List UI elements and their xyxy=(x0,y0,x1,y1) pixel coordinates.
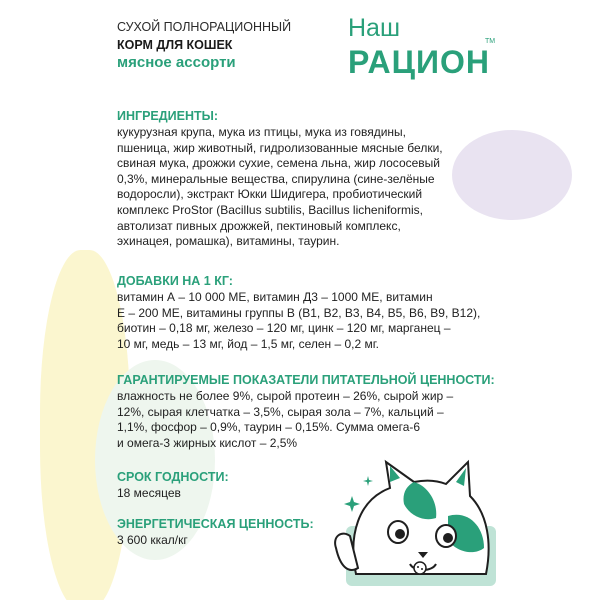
brand-logo-trademark: TM xyxy=(485,38,496,45)
sparkle-icon xyxy=(363,476,373,486)
brand-logo-top: Наш xyxy=(348,14,401,42)
brand-logo-main: РАЦИОН xyxy=(348,44,491,80)
ingredients-line: автолизат пивных дрожжей, пектиновый комплекс, xyxy=(117,218,401,233)
ingredients-line: 0,3%, минеральные вещества, спирулина (сине-зелёные xyxy=(117,171,435,186)
product-type-line1: СУХОЙ ПОЛНОРАЦИОННЫЙ xyxy=(117,20,292,34)
additives-line: Е – 200 МЕ, витамины группы В (В1, В2, В3, В4, В5, В6, В9, В12), xyxy=(117,305,481,320)
ingredients-line: кукурузная крупа, мука из птицы, мука из говядины, xyxy=(117,125,407,139)
guaranteed-title: ГАРАНТИРУЕМЫЕ ПОКАЗАТЕЛИ ПИТАТЕЛЬНОЙ ЦЕННОСТИ: xyxy=(117,373,495,387)
product-variant: мясное ассорти xyxy=(117,54,236,71)
additives-title: ДОБАВКИ НА 1 КГ: xyxy=(117,274,233,288)
shelf-life-title: СРОК ГОДНОСТИ: xyxy=(117,470,229,484)
sparkle-icon xyxy=(344,496,360,512)
ingredients-line: пшеница, жир животный, гидролизованные мясные белки, xyxy=(117,140,443,155)
cat-pupil-right xyxy=(443,533,453,543)
energy-value: 3 600 ккал/кг xyxy=(117,533,188,547)
product-type-line2: КОРМ ДЛЯ КОШЕК xyxy=(117,38,233,52)
ingredients-text xyxy=(117,125,495,250)
ingredients-line: эхинацея, ромашка), витамины, таурин. xyxy=(117,234,340,249)
additives-line: биотин – 0,18 мг, железо – 120 мг, цинк – 120 мг, марганец – xyxy=(117,321,451,336)
guaranteed-line: влажность не более 9%, сырой протеин – 26%, сырой жир – xyxy=(117,389,454,403)
ingredients-line: свиная мука, дрожжи сухие, семена льна, жир лососевый xyxy=(117,156,440,171)
shelf-life-value: 18 месяцев xyxy=(117,486,181,500)
guaranteed-line: 12%, сырая клетчатка – 3,5%, сырая зола – 7%, кальций – xyxy=(117,404,444,419)
ingredients-line: комплекс ProStor (Bacillus subtilis, Bacillus licheniformis, xyxy=(117,202,423,217)
additives-text xyxy=(117,290,495,352)
cat-illustration xyxy=(328,456,498,588)
additives-line: 10 мг, медь – 13 мг, йод – 1,5 мг, селен – 0,2 мг. xyxy=(117,336,380,351)
ingredients-line: водоросли), экстракт Юкки Шидигера, пробиотический xyxy=(117,187,423,202)
energy-title: ЭНЕРГЕТИЧЕСКАЯ ЦЕННОСТЬ: xyxy=(117,517,314,531)
cat-pupil-left xyxy=(395,529,405,539)
kibble-piece xyxy=(414,562,426,574)
guaranteed-text xyxy=(117,389,495,451)
ingredients-title: ИНГРЕДИЕНТЫ: xyxy=(117,109,219,123)
additives-line: витамин А – 10 000 МЕ, витамин Д3 – 1000 МЕ, витамин xyxy=(117,290,433,304)
guaranteed-line: 1,1%, фосфор – 0,9%, таурин – 0,15%. Сумма омега-6 xyxy=(117,420,421,435)
guaranteed-line: и омега-3 жирных кислот – 2,5% xyxy=(117,435,298,450)
